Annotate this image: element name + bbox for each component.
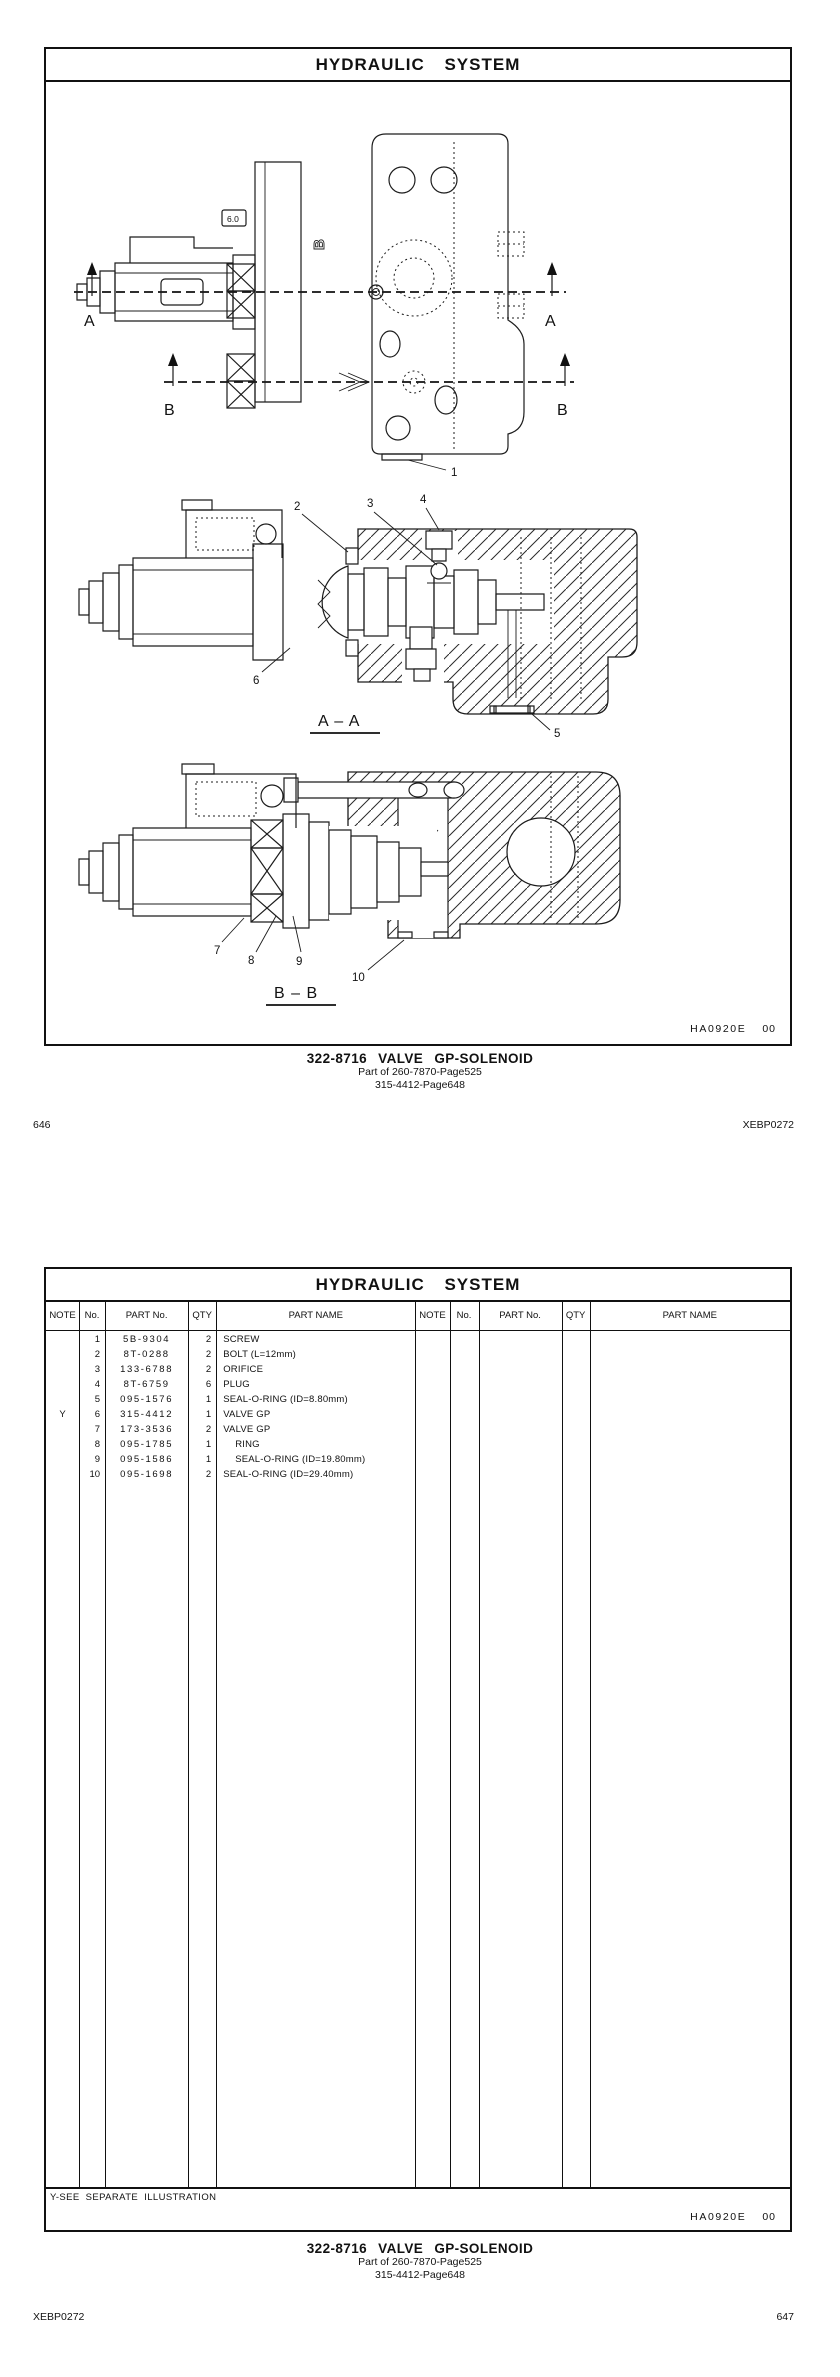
callout-10: 10	[352, 972, 365, 984]
plan-view	[74, 134, 574, 479]
section-b-view	[79, 764, 620, 1005]
drawing-revision: 00	[762, 2211, 776, 2223]
page2-title: HYDRAULIC SYSTEM	[46, 1269, 790, 1302]
col-header-no: No.	[84, 1309, 100, 1321]
caption-title: 322-8716 VALVE GP-SOLENOID	[306, 1051, 534, 1066]
page2-footer	[0, 2311, 840, 2325]
caption-parent-ref: Part of 260-7870-Page525	[358, 1066, 482, 1078]
boxed-mark-label: 6.0	[227, 214, 239, 224]
section-a-label: A – A	[318, 713, 361, 730]
parts-table	[46, 1300, 790, 2187]
col-header-part-no: PART No.	[125, 1309, 168, 1321]
callout-7: 7	[214, 945, 221, 957]
page2-number: 647	[776, 2311, 794, 2323]
callout-3: 3	[367, 498, 374, 510]
page2-caption	[0, 2241, 840, 2281]
table-row: 7 173-3536 2 VALVE GP	[94, 1424, 271, 1435]
section-arrow-a-right: A	[545, 313, 556, 330]
table-row: Y 6 315-4412 1 VALVE GP	[59, 1409, 271, 1420]
drawing-code-page2	[690, 2211, 776, 2223]
col-header-part-no: PART No.	[499, 1309, 541, 1321]
table-row: 2 8T-0288 2 BOLT (L=12mm)	[94, 1349, 296, 1360]
table-footnote-band	[46, 2187, 790, 2230]
book-code-page2: XEBP0272	[33, 2311, 85, 2323]
drawing-code: HA0920E	[690, 2211, 747, 2223]
section-arrow-a-left: A	[84, 313, 95, 330]
section-b-label: B – B	[274, 985, 319, 1002]
table-row: 5 095-1576 1 SEAL-O-RING (ID=8.80mm)	[94, 1394, 348, 1405]
page1-title: HYDRAULIC SYSTEM	[46, 49, 790, 82]
col-header-part-name: PART NAME	[288, 1309, 343, 1321]
callout-1: 1	[451, 467, 458, 479]
col-header-part-name: PART NAME	[662, 1309, 718, 1321]
page1-footer	[0, 1119, 840, 1133]
callout-9: 9	[296, 956, 303, 968]
caption-title: 322-8716 VALVE GP-SOLENOID	[306, 2241, 534, 2256]
section-arrow-b-right: B	[557, 402, 568, 419]
section-arrow-b-left: B	[164, 402, 175, 419]
drawing-revision: 00	[762, 1023, 776, 1035]
table-header-row	[46, 1300, 790, 1331]
technical-drawing	[46, 82, 790, 1040]
table-row: 8 095-1785 1 RING	[94, 1439, 260, 1450]
page1-sheet	[44, 47, 792, 1046]
page2-sheet	[44, 1267, 792, 2232]
page1-caption	[0, 1051, 840, 1091]
callout-2: 2	[294, 501, 301, 513]
col-header-qty: QTY	[565, 1309, 586, 1321]
table-row: 1 5B-9304 2 SCREW	[94, 1334, 260, 1345]
plate-stamp-b: B	[311, 239, 328, 250]
callout-6: 6	[253, 675, 260, 687]
caption-group-ref: 315-4412-Page648	[375, 2268, 465, 2281]
table-row: 10 095-1698 2 SEAL-O-RING (ID=29.40mm)	[89, 1469, 354, 1480]
table-row: 4 8T-6759 6 PLUG	[94, 1379, 250, 1390]
footnote-text: Y-SEE SEPARATE ILLUSTRATION	[50, 2192, 217, 2203]
caption-parent-ref: Part of 260-7870-Page525	[358, 2256, 482, 2268]
drawing-code-page1	[690, 1023, 776, 1035]
section-a-view	[79, 494, 637, 740]
caption-group-ref: 315-4412-Page648	[375, 1078, 465, 1091]
table-row: 3 133-6788 2 ORIFICE	[94, 1364, 264, 1375]
col-header-note: NOTE	[419, 1309, 446, 1321]
col-header-no: No.	[456, 1309, 472, 1321]
drawing-code: HA0920E	[690, 1023, 747, 1035]
callout-8: 8	[248, 955, 255, 967]
table-body	[46, 1332, 790, 1482]
col-header-qty: QTY	[192, 1309, 212, 1321]
callout-4: 4	[420, 494, 427, 506]
col-header-note: NOTE	[49, 1309, 76, 1321]
table-row: 9 095-1586 1 SEAL-O-RING (ID=19.80mm)	[94, 1454, 366, 1465]
callout-5: 5	[554, 728, 561, 740]
book-code-page1: XEBP0272	[742, 1119, 794, 1131]
page1-number: 646	[33, 1119, 51, 1131]
